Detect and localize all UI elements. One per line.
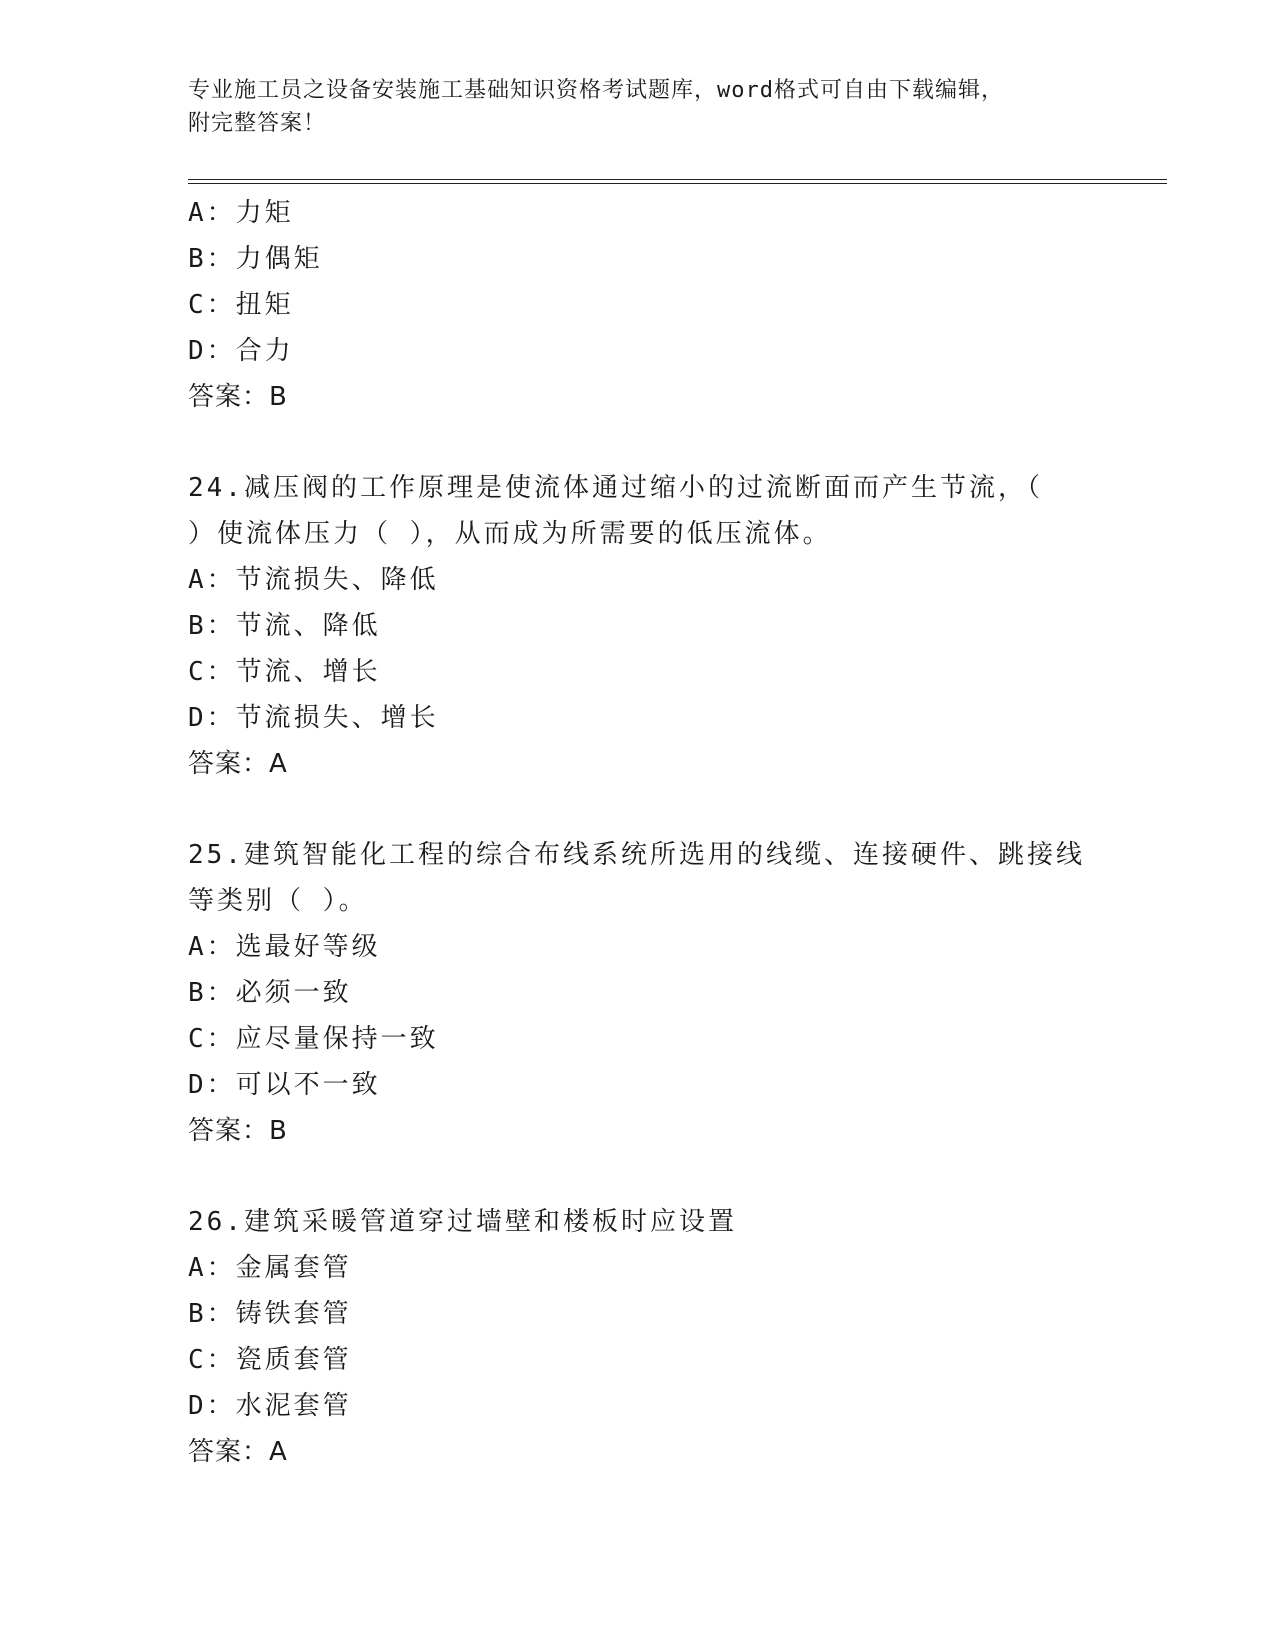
option-c: C：扭矩 — [188, 290, 294, 320]
question-stem-line-1: 24.减压阀的工作原理是使流体通过缩小的过流断面而产生节流，（ — [188, 473, 1043, 503]
option-d: D：节流损失、增长 — [188, 703, 439, 733]
option-b: B：节流、降低 — [188, 611, 381, 641]
spacer — [188, 787, 1088, 832]
option-a: A：金属套管 — [188, 1253, 352, 1283]
option-d: D：水泥套管 — [188, 1391, 352, 1421]
option-a: A：选最好等级 — [188, 932, 381, 962]
question-stem-line-2: 等类别（ ）。 — [188, 886, 368, 916]
option-c: C：节流、增长 — [188, 657, 381, 687]
option-b: B：铸铁套管 — [188, 1299, 352, 1329]
option-a: A：节流损失、降低 — [188, 565, 439, 595]
option-c: C：瓷质套管 — [188, 1345, 352, 1375]
option-c: C：应尽量保持一致 — [188, 1024, 439, 1054]
option-d: D：可以不一致 — [188, 1070, 381, 1100]
header-line-1: 专业施工员之设备安装施工基础知识资格考试题库，word格式可自由下载编辑， — [188, 78, 1004, 103]
question-23 — [188, 190, 1088, 420]
header-line-2: 附完整答案！ — [188, 111, 327, 136]
question-stem-line-1: 26.建筑采暖管道穿过墙壁和楼板时应设置 — [188, 1207, 737, 1237]
question-stem-line-1: 25.建筑智能化工程的综合布线系统所选用的线缆、连接硬件、跳接线 — [188, 840, 1085, 870]
answer: 答案：A — [188, 749, 288, 779]
answer: 答案：A — [188, 1437, 288, 1467]
spacer — [188, 420, 1088, 465]
question-stem-line-2: ）使流体压力（ ），从而成为所需要的低压流体。 — [188, 519, 832, 549]
answer: 答案：B — [188, 1116, 288, 1146]
question-26 — [188, 1199, 1088, 1475]
option-a: A：力矩 — [188, 198, 294, 228]
header-divider — [188, 179, 1167, 184]
option-b: B：必须一致 — [188, 978, 352, 1008]
question-25 — [188, 832, 1088, 1154]
spacer — [188, 1154, 1088, 1199]
document-header — [188, 74, 1088, 140]
answer: 答案：B — [188, 382, 288, 412]
question-24 — [188, 465, 1088, 787]
option-d: D：合力 — [188, 336, 294, 366]
option-b: B：力偶矩 — [188, 244, 323, 274]
question-list — [188, 190, 1088, 1475]
